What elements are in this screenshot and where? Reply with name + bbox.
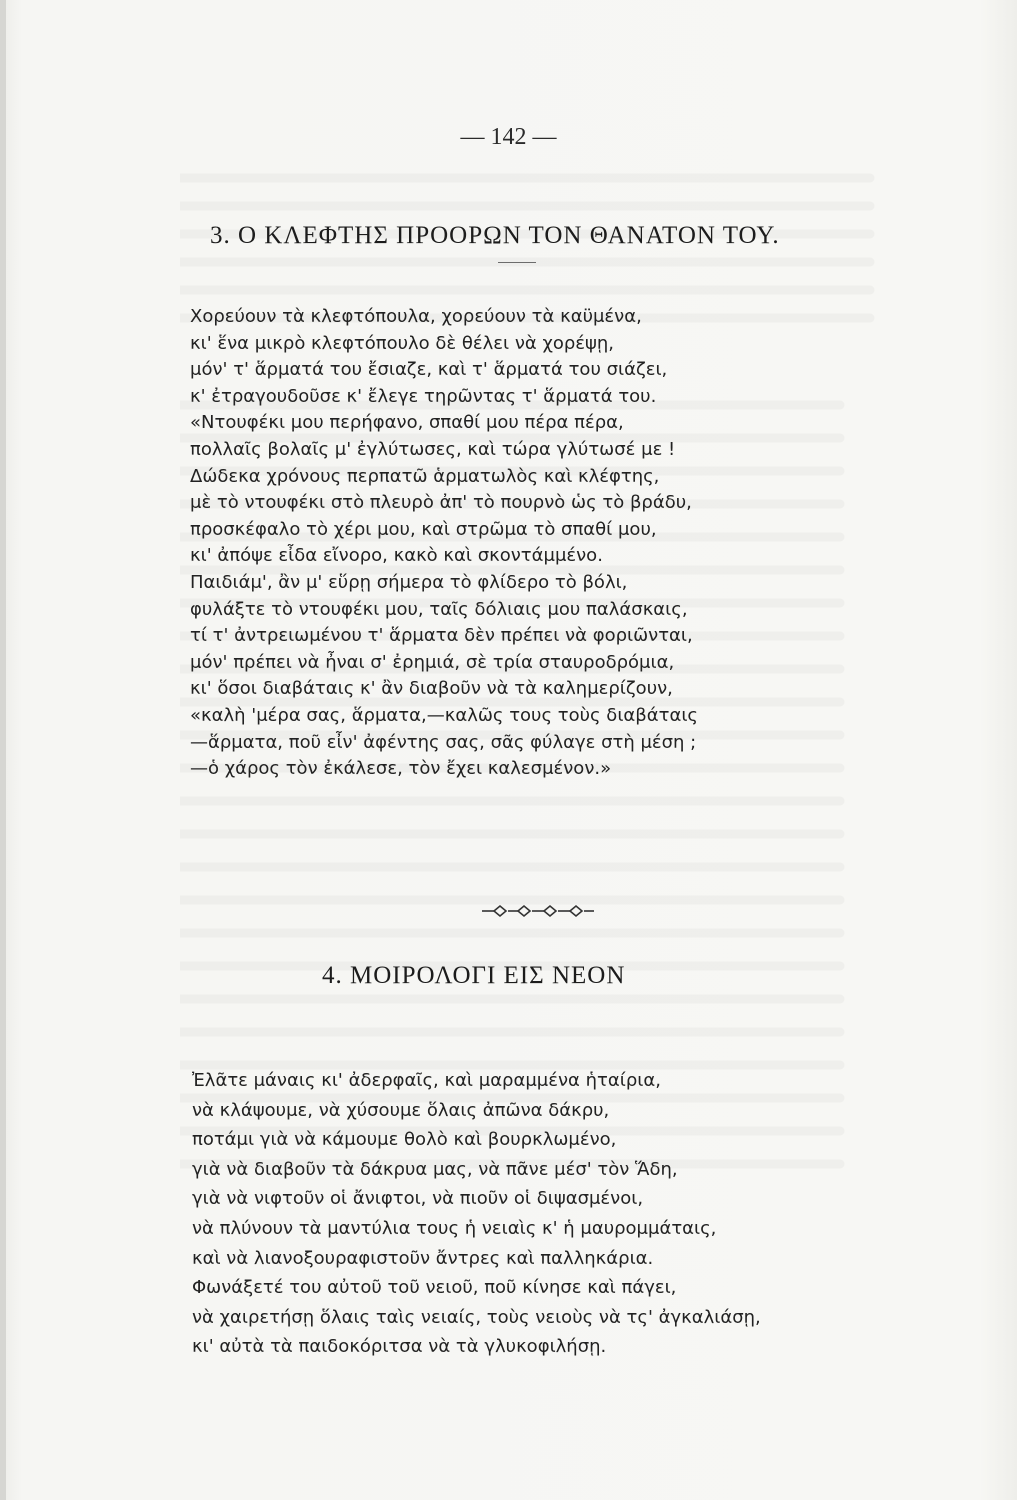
poem-line: νὰ χαιρετήσῃ ὅλαις ταὶς νειαίς, τοὺς νειοὺς νὰ τς' ἀγκαλιάσῃ, — [192, 1306, 761, 1328]
poem-line: μόν' πρέπει νὰ ἦναι σ' ἐρημιά, σὲ τρία σταυροδρόμια, — [190, 651, 675, 673]
poem-line: κι' ὅσοι διαβάταις κ' ἂν διαβοῦν νὰ τὰ καλημερίζουν, — [190, 678, 673, 700]
poem-line: κι' ἀπόψε εἶδα εἴνορο, κακὸ καὶ σκοντάμμένο. — [190, 545, 603, 567]
poem-line: Ἐλᾶτε μάναις κι' ἀδερφαῖς, καὶ μαραμμένα ἡταίρια, — [192, 1070, 661, 1091]
section-title-klephtis: 3. Ο ΚΛΕΦΤΗΣ ΠΡΟΟΡΩΝ ΤΟΝ ΘΑΝΑΤΟΝ ΤΟΥ. — [210, 222, 780, 249]
poem-line: πολλαῖς βολαῖς μ' ἐγλύτωσες, καὶ τώρα γλύτωσέ με ! — [190, 438, 676, 460]
title-rule — [498, 262, 536, 263]
poem-line: ποτάμι γιὰ νὰ κάμουμε θολὸ καὶ βουρκλωμένο, — [192, 1129, 617, 1151]
poem-line: φυλάξτε τὸ ντουφέκι μου, ταῖς δόλιαις μου παλάσκαις, — [190, 598, 688, 620]
poem-line: κι' αὐτὰ τὰ παιδοκόριτσα νὰ τὰ γλυκοφιλήσῃ. — [192, 1336, 607, 1358]
poem-line: —ἅρματα, ποῦ εἶν' ἀφέντης σας, σᾶς φύλαγε στὴ μέση ; — [190, 731, 697, 753]
page-edge-shadow — [0, 0, 6, 1500]
poem-line: κι' ἕνα μικρὸ κλεφτόπουλο δὲ θέλει νὰ χορέψῃ, — [190, 332, 615, 354]
poem-line: Χορεύουν τὰ κλεφτόπουλα, χορεύουν τὰ καϋμένα, — [190, 306, 642, 327]
poem-line: Φωνάξετέ του αὐτοῦ τοῦ νειοῦ, ποῦ κίνησε καὶ πάγει, — [192, 1277, 677, 1299]
poem-line: γιὰ νὰ διαβοῦν τὰ δάκρυα μας, νὰ πᾶνε μέσ' τὸν Ἅδη, — [192, 1158, 678, 1180]
poem-line: Δώδεκα χρόνους περπατῶ ἁρματωλὸς καὶ κλέφτης, — [190, 465, 660, 487]
poem-line: νὰ κλάψουμε, νὰ χύσουμε ὅλαις ἀπῶνα δάκρυ, — [192, 1099, 610, 1121]
poem-line: «καλὴ 'μέρα σας, ἅρματα,—καλῶς τους τοὺς διαβάταις — [190, 704, 698, 726]
section-title-moirologi: 4. ΜΟΙΡΟΛΟΓΙ ΕΙΣ ΝΕΟΝ — [322, 962, 626, 989]
poem-line: «Ντουφέκι μου περήφανο, σπαθί μου πέρα πέρα, — [190, 412, 624, 434]
page-number: — 142 — — [460, 124, 557, 150]
poem-line: —ὁ χάρος τὸν ἐκάλεσε, τὸν ἔχει καλεσμένον.» — [190, 758, 612, 780]
poem-klephtis — [190, 304, 698, 783]
poem-line: μὲ τὸ ντουφέκι στὸ πλευρὸ ἀπ' τὸ πουρνὸ ὡς τὸ βράδυ, — [190, 492, 692, 514]
poem-moirologi — [192, 1066, 761, 1362]
poem-line: μόν' τ' ἅρματά του ἔσιαζε, καὶ τ' ἅρματά του σιάζει, — [190, 359, 668, 381]
poem-line: Παιδιάμ', ἂν μ' εὕρῃ σήμερα τὸ φλίδερο τὸ βόλι, — [190, 571, 628, 593]
poem-line: γιὰ νὰ νιφτοῦν οἱ ἄνιφτοι, νὰ πιοῦν οἱ διψασμένοι, — [192, 1188, 644, 1210]
poem-line: τί τ' ἀντρειωμένου τ' ἅρματα δὲν πρέπει νὰ φοριῶνται, — [190, 625, 693, 647]
ornament-divider — [478, 902, 598, 920]
poem-line: νὰ πλύνουν τὰ μαντύλια τους ἡ νειαὶς κ' ἡ μαυρομμάταις, — [192, 1217, 717, 1239]
poem-line: προσκέφαλο τὸ χέρι μου, καὶ στρῶμα τὸ σπαθί μου, — [190, 518, 657, 540]
poem-line: καὶ νὰ λιανοξουραφιστοῦν ἄντρες καὶ παλληκάρια. — [192, 1247, 654, 1269]
poem-line: κ' ἐτραγουδοῦσε κ' ἔλεγε τηρῶντας τ' ἅρματά του. — [190, 385, 657, 407]
